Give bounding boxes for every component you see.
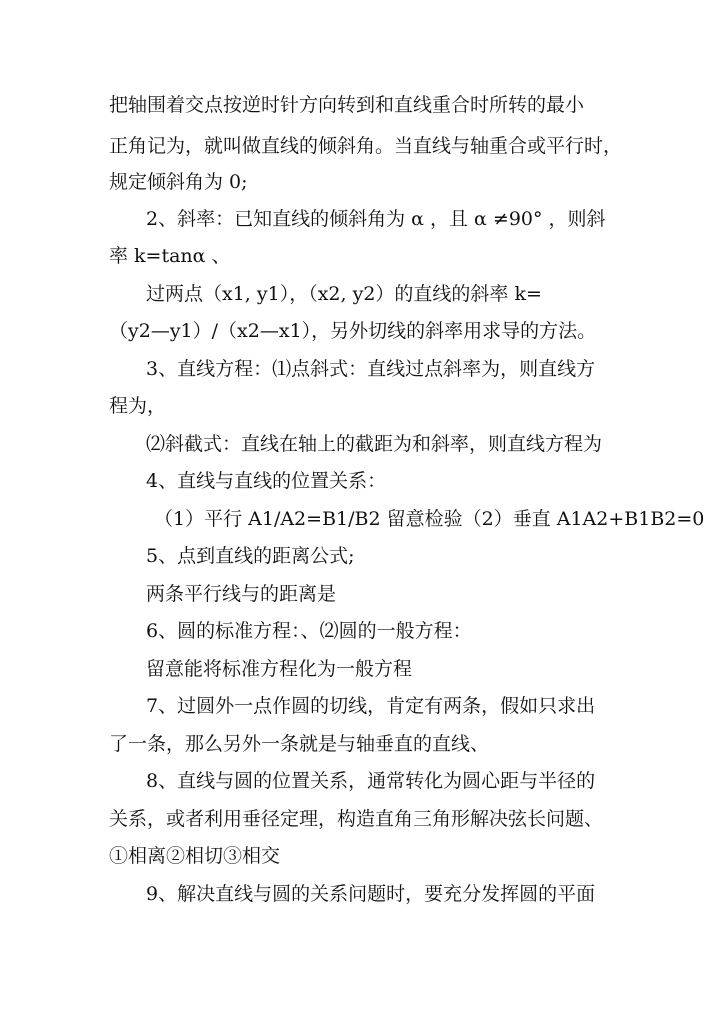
text-line-7: （y2—y1）/（x2—x1），另外切线的斜率用求导的方法。 xyxy=(109,320,597,342)
text-line-14: 两条平行线与的距离是 xyxy=(146,583,337,605)
text-line-10: ⑵斜截式：直线在轴上的截距为和斜率，则直线方程为 xyxy=(146,433,603,455)
text-line-20: 关系，或者利用垂径定理，构造直角三角形解决弦长问题、 xyxy=(109,808,604,830)
text-line-15: 6、圆的标准方程：、⑵圆的一般方程： xyxy=(146,620,472,642)
text-line-21: ①相离②相切③相交 xyxy=(109,845,281,867)
text-line-18: 了一条，那么另外一条就是与轴垂直的直线、 xyxy=(109,733,490,755)
text-line-1: 把轴围着交点按逆时针方向转到和直线重合时所转的最小 xyxy=(109,94,585,116)
text-line-6: 过两点（x1, y1），（x2, y2）的直线的斜率 k= xyxy=(146,283,542,305)
text-line-2: 正角记为，就叫做直线的倾斜角。当直线与轴重合或平行时， xyxy=(109,135,623,157)
text-line-5: 率 k=tanα 、 xyxy=(109,245,231,267)
text-line-19: 8、直线与圆的位置关系，通常转化为圆心距与半径的 xyxy=(146,770,596,792)
text-line-12: （1）平行 A1/A2=B1/B2 留意检验（2）垂直 A1A2+B1B2=0 xyxy=(154,508,705,530)
text-line-22: 9、解决直线与圆的关系问题时，要充分发挥圆的平面 xyxy=(146,883,596,905)
text-line-13: 5、点到直线的距离公式; xyxy=(146,545,355,567)
text-line-9: 程为， xyxy=(109,395,167,417)
text-line-16: 留意能将标准方程化为一般方程 xyxy=(146,658,413,680)
text-line-11: 4、直线与直线的位置关系： xyxy=(146,470,387,492)
text-line-8: 3、直线方程：⑴点斜式：直线过点斜率为，则直线方 xyxy=(146,358,596,380)
text-line-17: 7、过圆外一点作圆的切线，肯定有两条，假如只求出 xyxy=(146,695,596,717)
text-line-4: 2、斜率：已知直线的倾斜角为 α ，且 α ≠90° ，则斜 xyxy=(146,208,606,230)
text-line-3: 规定倾斜角为 0; xyxy=(109,171,248,193)
